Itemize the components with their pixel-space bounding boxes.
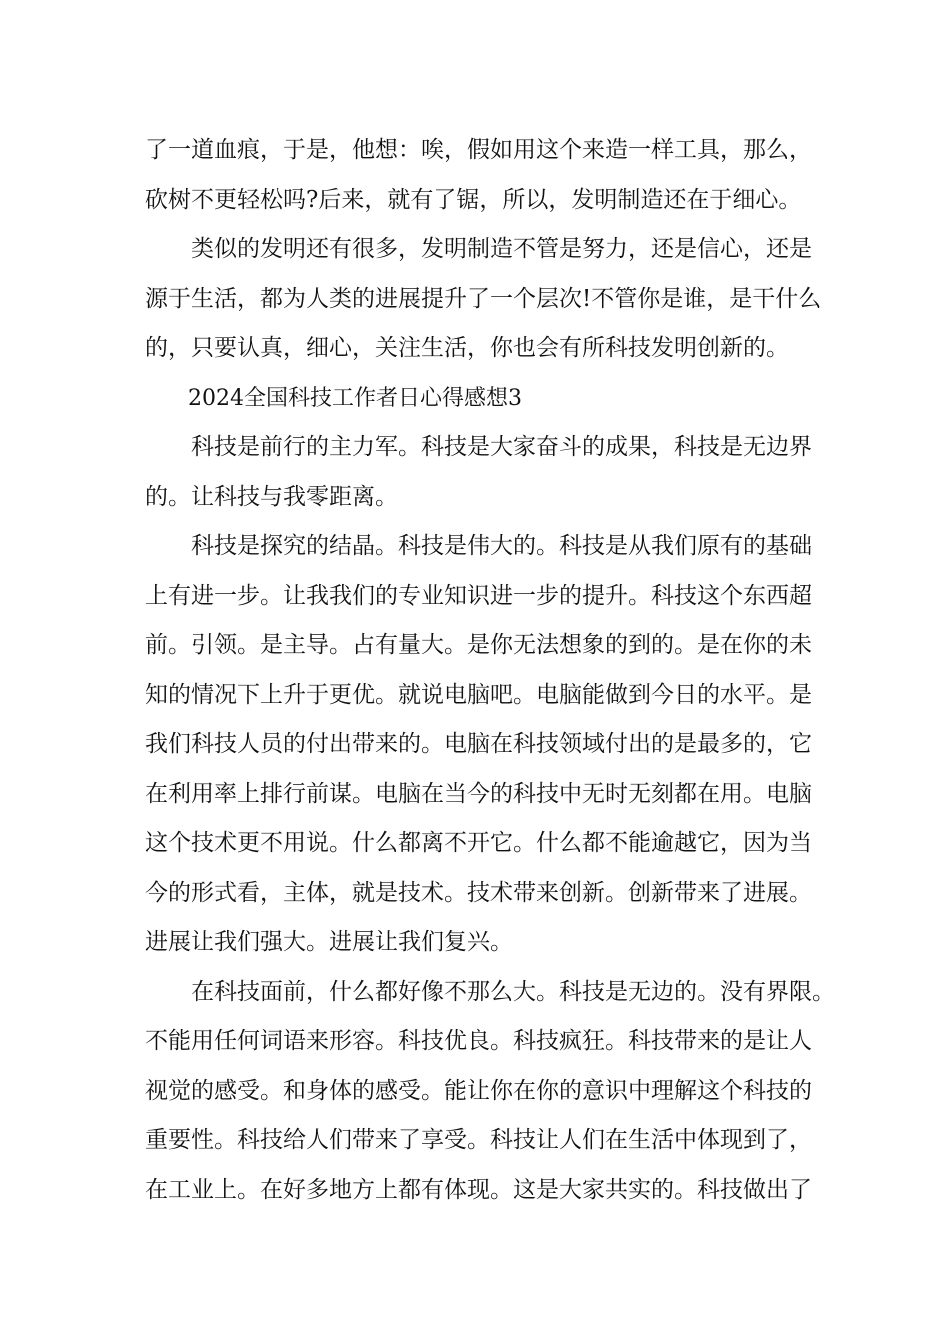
section-heading: 2024全国科技工作者日心得感想3 (188, 385, 522, 411)
text-line: 在工业上。在好多地方上都有体现。这是大家共实的。科技做出了 (145, 1176, 812, 1203)
text-line: 源于生活，都为人类的进展提升了一个层次!不管你是谁，是干什么 (145, 285, 822, 312)
text-line: 前。引领。是主导。占有量大。是你无法想象的到的。是在你的未 (145, 632, 812, 658)
paragraph-start-line: 科技是探究的结晶。科技是伟大的。科技是从我们原有的基础 (191, 533, 812, 559)
text-line: 在利用率上排行前谋。电脑在当今的科技中无时无刻都在用。电脑 (145, 780, 812, 807)
text-line: 不能用任何词语来形容。科技优良。科技疯狂。科技带来的是让人 (145, 1028, 812, 1054)
text-line: 的，只要认真，细心，关注生活，你也会有所科技发明创新的。 (145, 335, 789, 361)
text-line: 进展让我们强大。进展让我们复兴。 (145, 929, 513, 955)
body-text (145, 126, 835, 1215)
text-line: 今的形式看，主体，就是技术。技术带来创新。创新带来了进展。 (145, 879, 812, 906)
paragraph-start-line: 在科技面前，什么都好像不那么大。科技是无边的。没有界限。 (191, 978, 835, 1005)
text-line: 的。让科技与我零距离。 (145, 483, 398, 510)
text-line: 这个技术更不用说。什么都离不开它。什么都不能逾越它，因为当 (145, 830, 812, 856)
text-line: 了一道血痕，于是，他想：唉，假如用这个来造一样工具，那么， (145, 137, 812, 163)
paragraph-start-line: 科技是前行的主力军。科技是大家奋斗的成果，科技是无边界 (191, 434, 812, 460)
paragraph-start-line: 类似的发明还有很多，发明制造不管是努力，还是信心，还是 (191, 236, 812, 262)
text-line: 视觉的感受。和身体的感受。能让你在你的意识中理解这个科技的 (145, 1077, 812, 1104)
text-line: 重要性。科技给人们带来了享受。科技让人们在生活中体现到了， (145, 1127, 812, 1153)
text-line: 上有进一步。让我我们的专业知识进一步的提升。科技这个东西超 (145, 582, 812, 609)
text-line: 知的情况下上升于更优。就说电脑吧。电脑能做到今日的水平。是 (145, 681, 812, 708)
text-line: 我们科技人员的付出带来的。电脑在科技领域付出的是最多的，它 (145, 731, 812, 757)
text-line: 砍树不更轻松吗?后来，就有了锯，所以，发明制造还在于细心。 (145, 186, 802, 213)
